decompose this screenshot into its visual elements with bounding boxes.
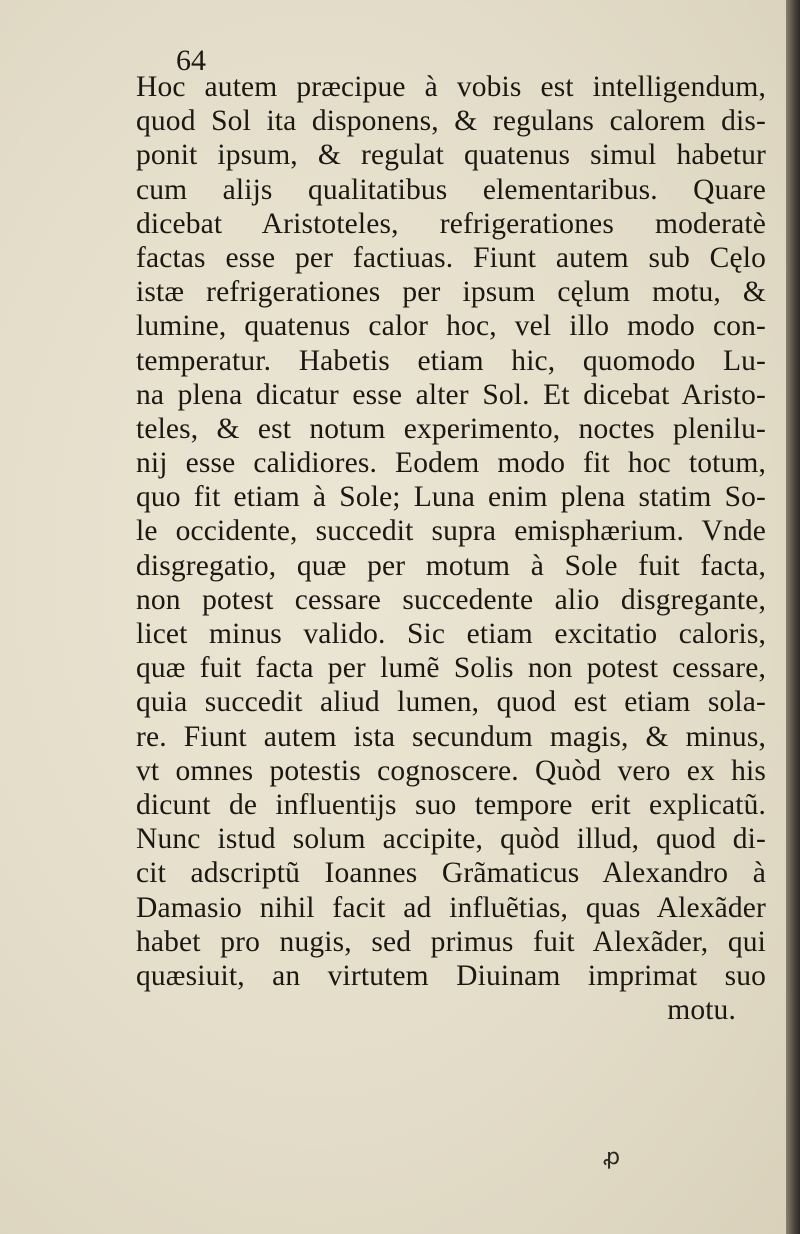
text-line: factas esse per factiuas. Fiunt autem sub Cęlo	[136, 241, 766, 274]
text-line: na plena dicatur esse alter Sol. Et dicebat Aristo-	[136, 378, 766, 411]
page-gutter-shadow	[786, 0, 800, 1234]
text-line: teles, & est notum experimento, noctes plenilu-	[136, 412, 766, 445]
text-line: disgregatio, quæ per motum à Sole fuit facta,	[136, 549, 766, 582]
text-line: temperatur. Habetis etiam hic, quomodo Lu-	[136, 344, 766, 377]
page-number: 64	[176, 44, 206, 77]
text-line: Hoc autem præcipue à vobis est intelligendum,	[136, 71, 766, 103]
text-line: istæ refrigerationes per ipsum cęlum motu, &	[136, 276, 766, 309]
catchword: motu.	[667, 994, 736, 1027]
text-line: habet pro nugis, sed primus fuit Alexãder, qui	[136, 925, 766, 958]
text-line: cum alijs qualitatibus elementaribus. Quare	[136, 173, 766, 206]
text-line: lumine, quatenus calor hoc, vel illo modo con-	[136, 310, 766, 343]
text-line: quæsiuit, an virtutem Diuinam imprimat suo	[136, 959, 766, 992]
text-line: licet minus valido. Sic etiam excitatio caloris,	[136, 618, 766, 650]
text-line: dicunt de influentijs suo tempore erit explicatũ.	[136, 788, 766, 821]
text-line: ponit ipsum, & regulat quatenus simul habetur	[136, 139, 766, 172]
text-line: le occidente, succedit supra emisphærium. Vnde	[136, 515, 766, 548]
ink-mark: ꝓ	[603, 1144, 621, 1169]
text-line: quia succedit aliud lumen, quod est etiam sola-	[136, 686, 766, 719]
text-line: quo fit etiam à Sole; Luna enim plena statim So-	[136, 481, 766, 514]
text-line: non potest cessare succedente alio disgregante,	[136, 583, 766, 616]
text-line: dicebat Aristoteles, refrigerationes moderatè	[136, 207, 766, 240]
text-line: nij esse calidiores. Eodem modo fit hoc totum,	[136, 447, 766, 480]
text-line: quæ fuit facta per lumẽ Solis non potest cessare,	[136, 652, 766, 685]
text-line: re. Fiunt autem ista secundum magis, & minus,	[136, 720, 766, 753]
text-line: Nunc istud solum accipite, quòd illud, quod di-	[136, 823, 766, 856]
text-line: quod Sol ita disponens, & regulans calorem dis-	[136, 105, 766, 138]
text-block	[136, 70, 766, 1027]
text-line: cit adscriptũ Ioannes Grãmaticus Alexandro à	[136, 857, 766, 890]
text-line: vt omnes potestis cognoscere. Quòd vero ex his	[136, 754, 766, 787]
text-line: Damasio nihil facit ad influẽtias, quas Alexãder	[136, 891, 766, 924]
